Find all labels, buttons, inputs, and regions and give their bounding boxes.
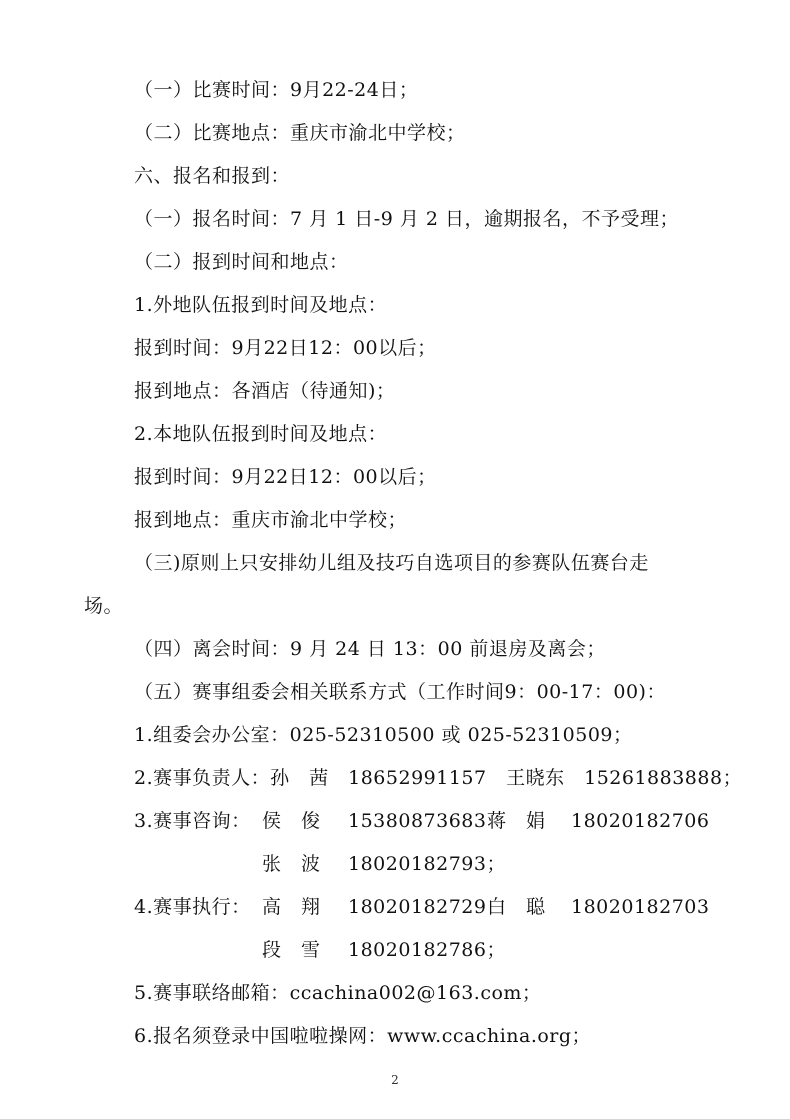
stage-walk-rule: （三)原则上只安排幼儿组及技巧自选项目的参赛队伍赛台走 <box>134 552 649 574</box>
exec-contact-phone: 18020182703 <box>571 896 710 918</box>
registration-website: 6.报名须登录中国啦啦操网：www.ccachina.org； <box>134 1025 592 1047</box>
exec-contact-name: 高 翔 <box>262 896 321 918</box>
outside-check-in-time: 报到时间：9月22日12：00以后； <box>134 337 437 359</box>
consult-contact-name: 张 波 <box>262 853 321 875</box>
local-teams-heading: 2.本地队伍报到时间及地点： <box>134 423 388 445</box>
section-registration-heading: 六、报名和报到： <box>134 165 291 187</box>
consult-contact-phone: 18020182793； <box>348 853 506 875</box>
event-leaders: 2.赛事负责人：孙 茜 18652991157 王晓东 15261883888； <box>134 767 743 789</box>
page-number: 2 <box>391 1073 399 1087</box>
contact-methods-heading: （五）赛事组委会相关联系方式（工作时间9：00-17：00)： <box>134 681 666 703</box>
competition-venue: （二）比赛地点：重庆市渝北中学校； <box>134 122 466 144</box>
exec-contact-name: 段 雪 <box>262 939 321 961</box>
check-in-heading: （二）报到时间和地点： <box>134 251 349 273</box>
exec-contact-name: 白 聪 <box>487 896 546 918</box>
exec-contact-phone: 18020182729 <box>348 896 487 918</box>
stage-walk-rule-continued: 场。 <box>84 595 124 617</box>
competition-time: （一）比赛时间：9月22-24日； <box>134 79 419 101</box>
outside-check-in-place: 报到地点：各酒店（待通知)； <box>134 380 396 402</box>
outside-teams-heading: 1.外地队伍报到时间及地点： <box>134 294 388 316</box>
exec-label: 4.赛事执行： <box>134 896 251 918</box>
exec-contact-phone: 18020182786； <box>348 939 506 961</box>
consult-contact-phone: 15380873683 <box>348 810 487 832</box>
departure-time: （四）离会时间：9 月 24 日 13：00 前退房及离会； <box>134 638 606 660</box>
local-check-in-time: 报到时间：9月22日12：00以后； <box>134 466 437 488</box>
consult-contact-name: 蒋 娟 <box>487 810 546 832</box>
consult-label: 3.赛事咨询： <box>134 810 251 832</box>
consult-contact-name: 侯 俊 <box>262 810 321 832</box>
local-check-in-place: 报到地点：重庆市渝北中学校； <box>134 509 408 531</box>
committee-office: 1.组委会办公室：025-52310500 或 025-52310509； <box>134 724 633 746</box>
consult-contact-phone: 18020182706 <box>571 810 710 832</box>
contact-email: 5.赛事联络邮箱：ccachina002@163.com； <box>134 982 542 1004</box>
registration-time: （一）报名时间：7 月 1 日-9 月 2 日，逾期报名，不予受理； <box>134 208 680 230</box>
